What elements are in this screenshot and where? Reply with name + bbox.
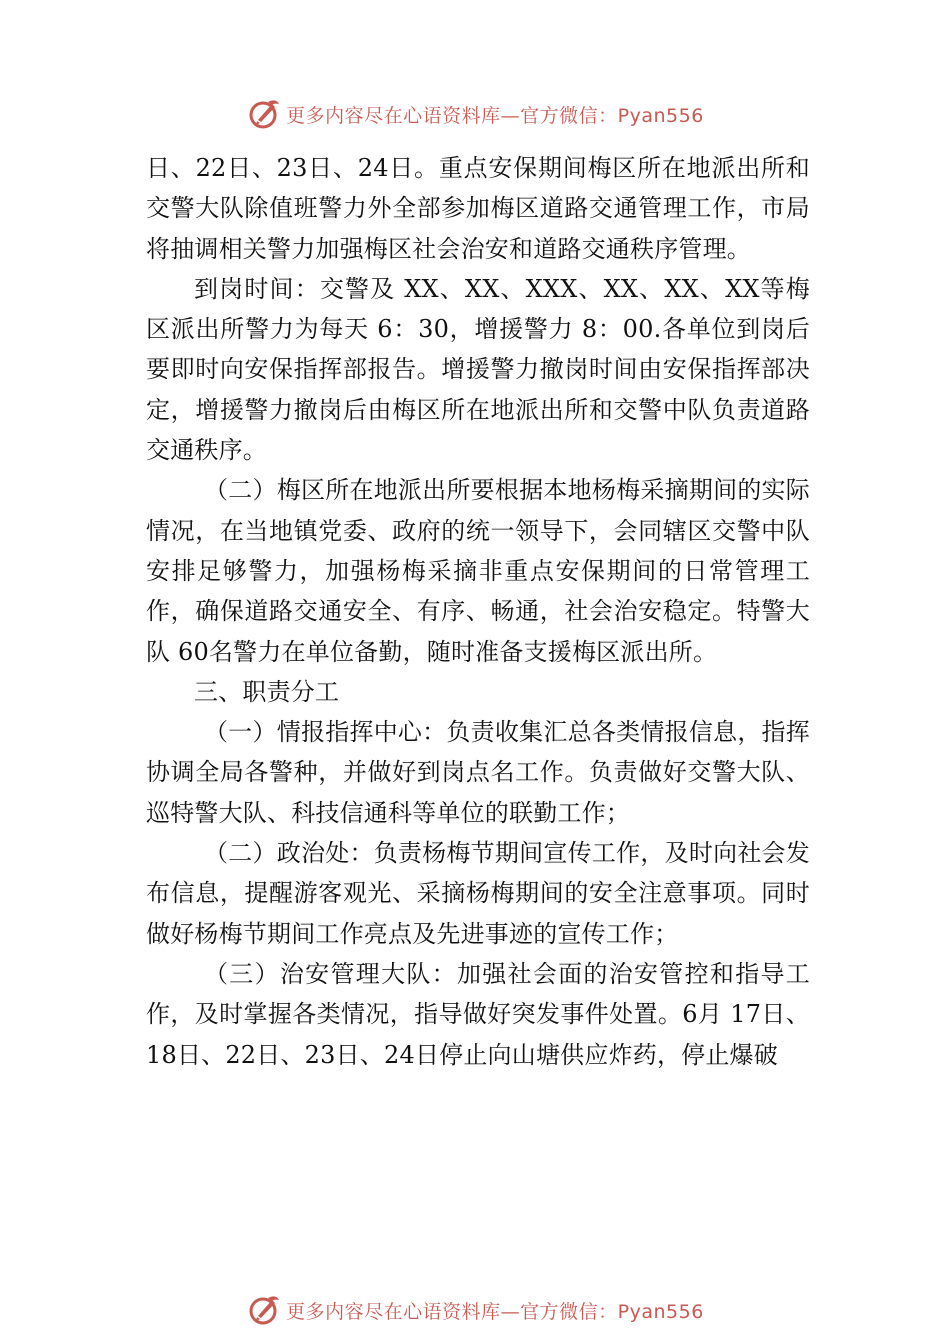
document-body xyxy=(146,148,810,1075)
header-wechat-account: Pyan556 xyxy=(617,104,704,127)
quill-logo-icon xyxy=(246,1292,282,1328)
body-paragraph-4: （一）情报指挥中心：负责收集汇总各类情报信息，指挥协调全局各警种，并做好到岗点名工作。负责做好交警大队、巡特警大队、科技信通科等单位的联勤工作； xyxy=(146,718,810,827)
body-paragraph-3: （二）梅区所在地派出所要根据本地杨梅采摘期间的实际情况，在当地镇党委、政府的统一领导下，会同辖区交警中队安排足够警力，加强杨梅采摘非重点安保期间的日常管理工作，确保道路交通安全、有序、畅通，社会治安稳定。特警大队 60名警力在单位备勤，随时准备支援梅区派出所。 xyxy=(146,476,810,666)
header-banner xyxy=(0,94,950,134)
footer-banner-text xyxy=(286,1297,704,1324)
body-paragraph-5: （二）政治处：负责杨梅节期间宣传工作，及时向社会发布信息，提醒游客观光、采摘杨梅期间的安全注意事项。同时做好杨梅节期间工作亮点及先进事迹的宣传工作； xyxy=(146,839,810,948)
section-heading: 三、职责分工 xyxy=(194,677,340,706)
footer-wechat-account: Pyan556 xyxy=(617,1300,704,1323)
body-paragraph-1: 日、22日、23日、24日。重点安保期间梅区所在地派出所和交警大队除值班警力外全部参加梅区道路交通管理工作，市局将抽调相关警力加强梅区社会治安和道路交通秩序管理。 xyxy=(146,154,810,263)
header-banner-text xyxy=(286,101,704,128)
quill-logo-icon xyxy=(246,96,282,132)
footer-banner-label: 更多内容尽在心语资料库—官方微信： xyxy=(286,1300,618,1323)
header-banner-label: 更多内容尽在心语资料库—官方微信： xyxy=(286,104,618,127)
body-paragraph-2: 到岗时间：交警及 XX、XX、XXX、XX、XX、XX等梅区派出所警力为每天 6：30，增援警力 8：00.各单位到岗后要即时向安保指挥部报告。增援警力撤岗时间由安保指挥部决定，增援警力撤岗后由梅区所在地派出所和交警中队负责道路交通秩序。 xyxy=(146,274,810,465)
footer-banner xyxy=(0,1290,950,1330)
body-paragraph-6: （三）治安管理大队：加强社会面的治安管控和指导工作，及时掌握各类情况，指导做好突发事件处置。6月 17日、18日、22日、23日、24日停止向山塘供应炸药，停止爆破 xyxy=(146,959,810,1069)
